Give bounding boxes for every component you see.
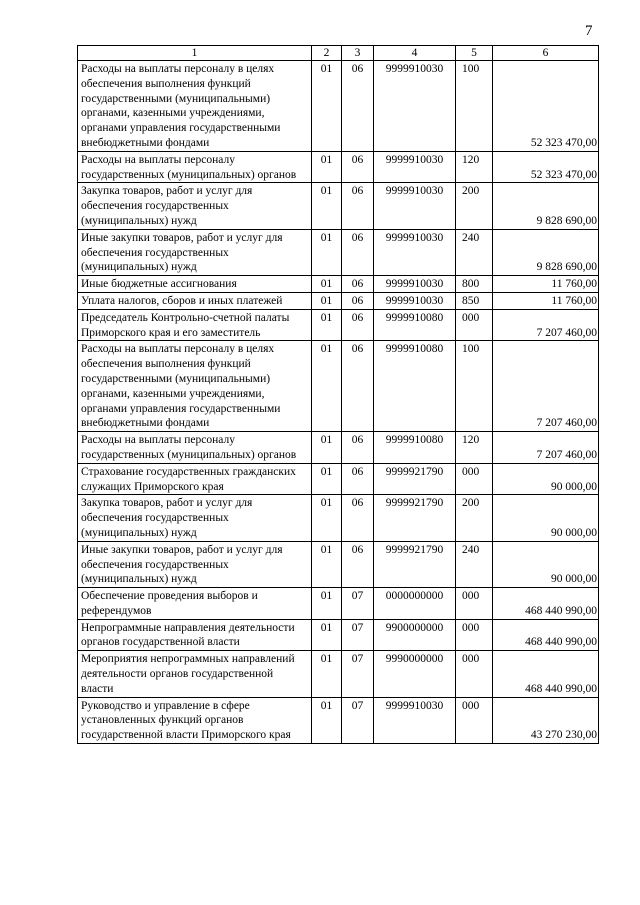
target-article-cell: 9990000000 (374, 651, 456, 697)
section-code-cell: 01 (312, 309, 342, 341)
amount-cell: 9 828 690,00 (493, 183, 599, 229)
amount-cell: 468 440 990,00 (493, 619, 599, 651)
section-code-cell: 01 (312, 495, 342, 541)
expense-type-cell: 800 (456, 276, 493, 293)
subsection-code-cell: 06 (342, 341, 374, 432)
expense-type-cell: 240 (456, 541, 493, 587)
row-name-cell: Обеспечение проведения выборов и референдумов (78, 588, 312, 620)
section-code-cell: 01 (312, 697, 342, 743)
target-article-cell: 0000000000 (374, 588, 456, 620)
row-name-cell: Закупка товаров, работ и услуг для обеспечения государственных (муниципальных) нужд (78, 183, 312, 229)
table-row (78, 463, 599, 495)
table-row (78, 588, 599, 620)
subsection-code-cell: 06 (342, 61, 374, 152)
section-code-cell: 01 (312, 432, 342, 464)
budget-table (77, 45, 599, 744)
target-article-cell: 9999910030 (374, 229, 456, 275)
target-article-cell: 9999910030 (374, 183, 456, 229)
row-name-cell: Иные закупки товаров, работ и услуг для обеспечения государственных (муниципальных) нужд (78, 541, 312, 587)
subsection-code-cell: 06 (342, 151, 374, 183)
target-article-cell: 9999910080 (374, 341, 456, 432)
column-header: 2 (312, 46, 342, 61)
row-name-cell: Расходы на выплаты персоналу государственных (муниципальных) органов (78, 432, 312, 464)
expense-type-cell: 200 (456, 495, 493, 541)
subsection-code-cell: 06 (342, 495, 374, 541)
amount-cell: 7 207 460,00 (493, 341, 599, 432)
amount-cell: 11 760,00 (493, 276, 599, 293)
column-header: 6 (493, 46, 599, 61)
target-article-cell: 9999910030 (374, 276, 456, 293)
amount-cell: 468 440 990,00 (493, 588, 599, 620)
subsection-code-cell: 07 (342, 697, 374, 743)
row-name-cell: Непрограммные направления деятельности органов государственной власти (78, 619, 312, 651)
amount-cell: 90 000,00 (493, 541, 599, 587)
amount-cell: 90 000,00 (493, 495, 599, 541)
expense-type-cell: 120 (456, 432, 493, 464)
row-name-cell: Иные закупки товаров, работ и услуг для обеспечения государственных (муниципальных) нужд (78, 229, 312, 275)
row-name-cell: Расходы на выплаты персоналу в целях обеспечения выполнения функций государственными (муниципальными) органами, казенными учреждениями, органами управления государственными внебюджетными фондами (78, 341, 312, 432)
expense-type-cell: 000 (456, 651, 493, 697)
section-code-cell: 01 (312, 276, 342, 293)
row-name-cell: Уплата налогов, сборов и иных платежей (78, 292, 312, 309)
subsection-code-cell: 06 (342, 463, 374, 495)
row-name-cell: Руководство и управление в сфере установленных функций органов государственной власти Приморского края (78, 697, 312, 743)
target-article-cell: 9900000000 (374, 619, 456, 651)
subsection-code-cell: 07 (342, 619, 374, 651)
section-code-cell: 01 (312, 292, 342, 309)
subsection-code-cell: 07 (342, 651, 374, 697)
subsection-code-cell: 06 (342, 292, 374, 309)
target-article-cell: 9999921790 (374, 463, 456, 495)
table-row (78, 61, 599, 152)
amount-cell: 52 323 470,00 (493, 151, 599, 183)
section-code-cell: 01 (312, 463, 342, 495)
table-row (78, 619, 599, 651)
subsection-code-cell: 06 (342, 183, 374, 229)
amount-cell: 11 760,00 (493, 292, 599, 309)
subsection-code-cell: 06 (342, 229, 374, 275)
target-article-cell: 9999910080 (374, 432, 456, 464)
table-row (78, 432, 599, 464)
section-code-cell: 01 (312, 341, 342, 432)
section-code-cell: 01 (312, 619, 342, 651)
column-header: 4 (374, 46, 456, 61)
amount-cell: 52 323 470,00 (493, 61, 599, 152)
row-name-cell: Мероприятия непрограммных направлений деятельности органов государственной власти (78, 651, 312, 697)
section-code-cell: 01 (312, 541, 342, 587)
amount-cell: 7 207 460,00 (493, 309, 599, 341)
amount-cell: 468 440 990,00 (493, 651, 599, 697)
subsection-code-cell: 06 (342, 432, 374, 464)
expense-type-cell: 000 (456, 588, 493, 620)
expense-type-cell: 120 (456, 151, 493, 183)
column-header: 1 (78, 46, 312, 61)
table-row (78, 183, 599, 229)
expense-type-cell: 000 (456, 697, 493, 743)
amount-cell: 90 000,00 (493, 463, 599, 495)
expense-type-cell: 200 (456, 183, 493, 229)
expense-type-cell: 000 (456, 619, 493, 651)
table-row (78, 229, 599, 275)
subsection-code-cell: 06 (342, 541, 374, 587)
table-row (78, 276, 599, 293)
table-row (78, 151, 599, 183)
section-code-cell: 01 (312, 588, 342, 620)
expense-type-cell: 000 (456, 309, 493, 341)
column-header: 3 (342, 46, 374, 61)
table-row (78, 292, 599, 309)
subsection-code-cell: 07 (342, 588, 374, 620)
row-name-cell: Председатель Контрольно-счетной палаты Приморского края и его заместитель (78, 309, 312, 341)
table-row (78, 697, 599, 743)
page-number: 7 (585, 23, 593, 39)
table-row (78, 341, 599, 432)
target-article-cell: 9999910080 (374, 309, 456, 341)
table-row (78, 651, 599, 697)
section-code-cell: 01 (312, 61, 342, 152)
row-name-cell: Страхование государственных гражданских служащих Приморского края (78, 463, 312, 495)
expense-type-cell: 100 (456, 341, 493, 432)
expense-type-cell: 100 (456, 61, 493, 152)
target-article-cell: 9999910030 (374, 61, 456, 152)
subsection-code-cell: 06 (342, 309, 374, 341)
amount-cell: 7 207 460,00 (493, 432, 599, 464)
expense-type-cell: 240 (456, 229, 493, 275)
target-article-cell: 9999910030 (374, 151, 456, 183)
row-name-cell: Закупка товаров, работ и услуг для обеспечения государственных (муниципальных) нужд (78, 495, 312, 541)
section-code-cell: 01 (312, 151, 342, 183)
amount-cell: 43 270 230,00 (493, 697, 599, 743)
target-article-cell: 9999921790 (374, 541, 456, 587)
table-row (78, 309, 599, 341)
target-article-cell: 9999910030 (374, 697, 456, 743)
row-name-cell: Расходы на выплаты персоналу в целях обеспечения выполнения функций государственными (муниципальными) органами, казенными учреждениями, органами управления государственными внебюджетными фондами (78, 61, 312, 152)
section-code-cell: 01 (312, 651, 342, 697)
section-code-cell: 01 (312, 183, 342, 229)
expense-type-cell: 000 (456, 463, 493, 495)
target-article-cell: 9999910030 (374, 292, 456, 309)
table-row (78, 495, 599, 541)
subsection-code-cell: 06 (342, 276, 374, 293)
row-name-cell: Иные бюджетные ассигнования (78, 276, 312, 293)
table-header-row (78, 46, 599, 61)
expense-type-cell: 850 (456, 292, 493, 309)
target-article-cell: 9999921790 (374, 495, 456, 541)
table-row (78, 541, 599, 587)
column-header: 5 (456, 46, 493, 61)
amount-cell: 9 828 690,00 (493, 229, 599, 275)
section-code-cell: 01 (312, 229, 342, 275)
row-name-cell: Расходы на выплаты персоналу государственных (муниципальных) органов (78, 151, 312, 183)
